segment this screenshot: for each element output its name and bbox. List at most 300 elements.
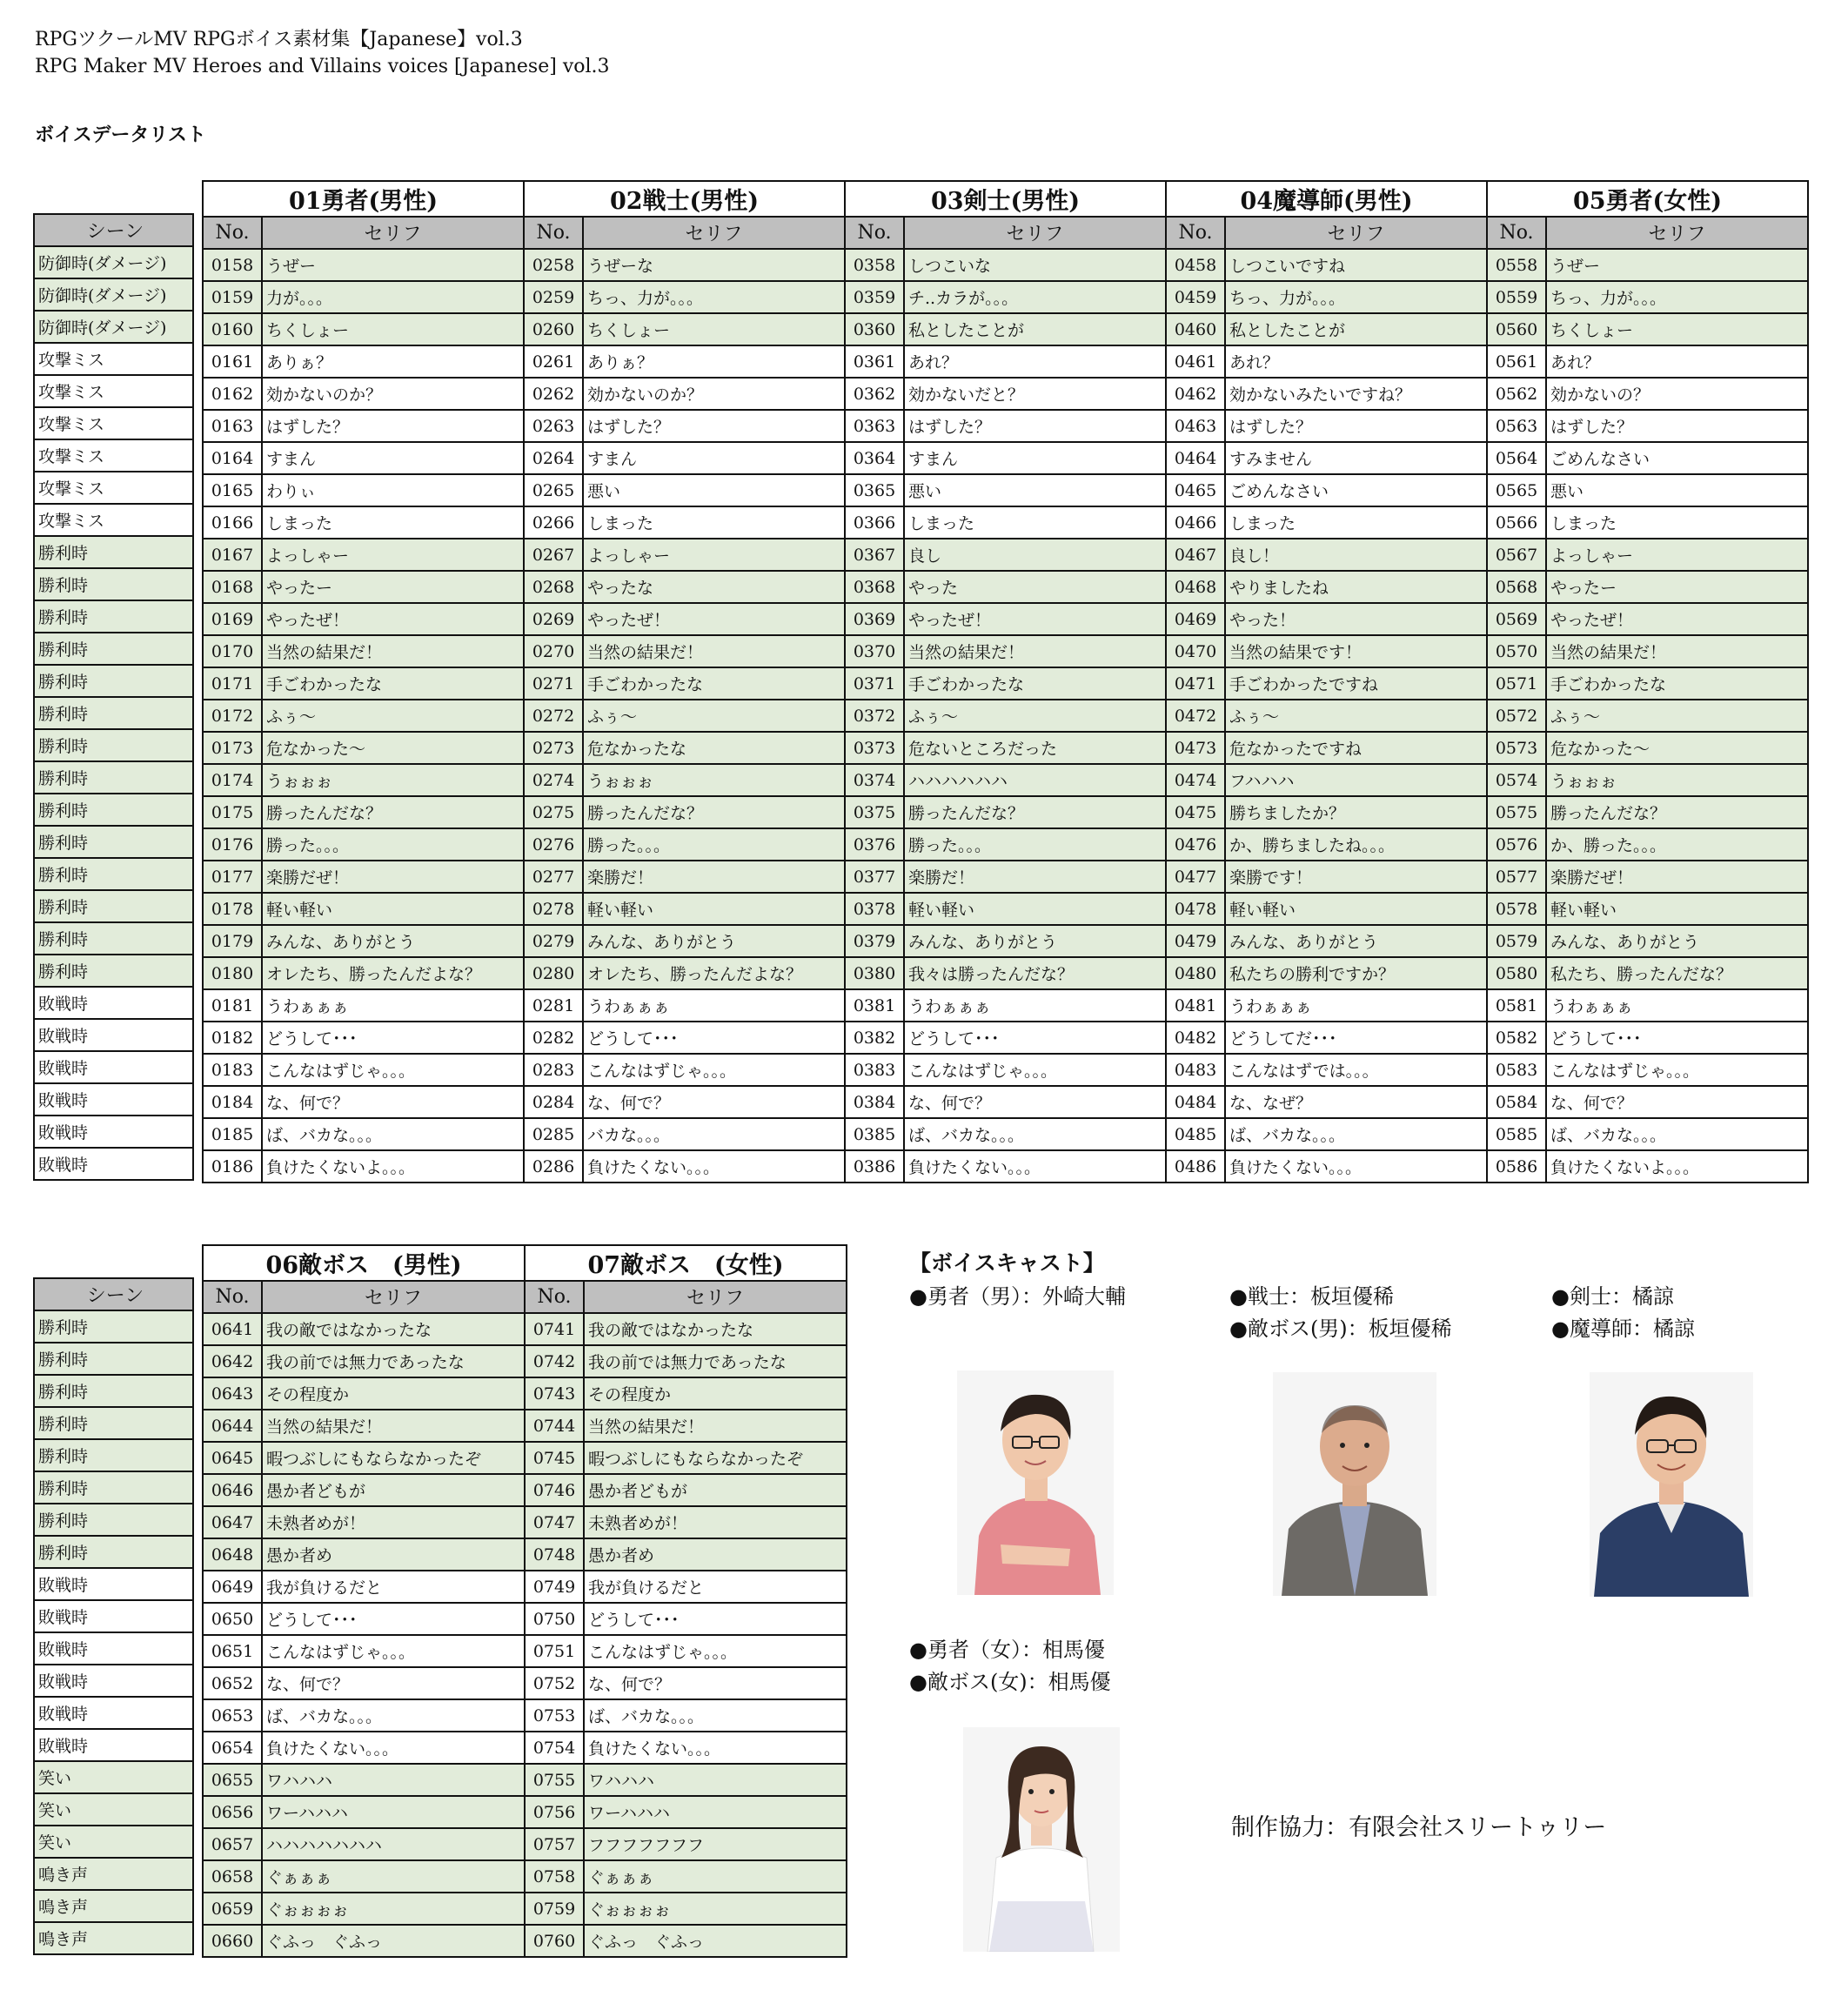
table-row	[203, 1667, 847, 1699]
table-row	[203, 539, 1808, 571]
voice-line-cell: オレたち、勝ったんだよな？	[262, 957, 524, 989]
voice-number-cell: 0750	[525, 1603, 584, 1635]
voice-number-cell: 0656	[203, 1796, 262, 1828]
voice-number-cell: 0164	[203, 442, 262, 474]
voice-line-cell: 危なかった～	[1546, 732, 1808, 764]
voice-line-cell: 手ごわかったな	[904, 667, 1166, 700]
voice-number-cell: 0461	[1166, 345, 1225, 378]
voice-number-cell: 0168	[203, 571, 262, 603]
table-row	[203, 1828, 847, 1860]
scene-cell: 勝利時	[34, 729, 193, 761]
voice-line-cell: やりましたね	[1225, 571, 1487, 603]
voice-line-cell: 暇つぶしにもならなかったぞ	[262, 1442, 525, 1474]
voice-line-cell: ぐぁぁぁ	[262, 1860, 525, 1893]
voice-number-cell: 0370	[845, 635, 904, 667]
table-row	[203, 249, 1808, 281]
scene-cell: 防御時(ダメージ)	[34, 246, 193, 278]
scene-row	[34, 600, 193, 633]
voice-line-cell: やったぜ！	[262, 603, 524, 635]
voice-line-cell: 危なかった～	[262, 732, 524, 764]
voice-number-cell: 0749	[525, 1571, 584, 1603]
voice-line-cell: ば、バカな。。。	[904, 1118, 1166, 1150]
voice-line-cell: 負けたくないよ。。。	[1546, 1150, 1808, 1183]
voice-number-cell: 0282	[524, 1022, 583, 1054]
voice-line-cell: 私たち、勝ったんだな？	[1546, 957, 1808, 989]
table-row	[203, 1571, 847, 1603]
voice-line-cell: ば、バカな。。。	[584, 1699, 847, 1732]
voice-line-cell: 負けたくない。。。	[583, 1150, 845, 1183]
voice-number-cell: 0180	[203, 957, 262, 989]
table-row	[203, 796, 1808, 828]
cast-mage: ●魔導師：橘諒	[1551, 1317, 1695, 1341]
voice-line-cell: 危なかったな	[583, 732, 845, 764]
table-row	[203, 474, 1808, 506]
voice-number-cell: 0266	[524, 506, 583, 539]
voice-line-cell: 未熟者めが！	[584, 1506, 847, 1538]
voice-line-cell: みんな、ありがとう	[1546, 925, 1808, 957]
table-row	[203, 1538, 847, 1571]
voice-number-cell: 0379	[845, 925, 904, 957]
table-row	[203, 506, 1808, 539]
character-group-header: 07敵ボス (女性)	[525, 1245, 847, 1281]
table2-voice-lines	[202, 1244, 847, 1958]
voice-number-cell: 0585	[1487, 1118, 1546, 1150]
table-row	[203, 667, 1808, 700]
scene-cell: 勝利時	[34, 1407, 193, 1439]
voice-number-cell: 0562	[1487, 378, 1546, 410]
voice-line-cell: な、何で？	[584, 1667, 847, 1699]
scene-row	[34, 1407, 193, 1439]
voice-number-cell: 0265	[524, 474, 583, 506]
voice-number-cell: 0374	[845, 764, 904, 796]
voice-number-cell: 0468	[1166, 571, 1225, 603]
voice-line-cell: な、何で？	[1546, 1086, 1808, 1118]
voice-number-cell: 0756	[525, 1796, 584, 1828]
voice-number-cell: 0486	[1166, 1150, 1225, 1183]
scene-cell: 敗戦時	[34, 1116, 193, 1148]
voice-line-cell: うわぁぁぁ	[262, 989, 524, 1022]
table-row	[203, 571, 1808, 603]
scene-row	[34, 1697, 193, 1729]
table2-scene-column	[33, 1277, 194, 1955]
scene-cell: 勝利時	[34, 1375, 193, 1407]
voice-number-cell: 0170	[203, 635, 262, 667]
voice-number-cell: 0459	[1166, 281, 1225, 313]
voice-number-cell: 0477	[1166, 861, 1225, 893]
voice-number-cell: 0184	[203, 1086, 262, 1118]
voice-line-cell: しまった	[262, 506, 524, 539]
table-row	[203, 1732, 847, 1764]
voice-number-cell: 0268	[524, 571, 583, 603]
line-column-header: セリフ	[262, 1281, 525, 1313]
voice-data-list-title: ボイスデータリスト	[35, 124, 206, 146]
table-row	[203, 1410, 847, 1442]
voice-line-cell: 負けたくない。。。	[1225, 1150, 1487, 1183]
voice-line-cell: 軽い軽い	[262, 893, 524, 925]
voice-line-cell: ふぅ～	[583, 700, 845, 732]
scene-row	[34, 1019, 193, 1051]
scene-row	[34, 1310, 193, 1343]
table-row	[203, 1022, 1808, 1054]
voice-number-cell: 0263	[524, 410, 583, 442]
cast-hero-female: ●勇者（女）：相馬優	[909, 1638, 1105, 1662]
voice-line-cell: 良し！	[1225, 539, 1487, 571]
voice-line-cell: 私たちの勝利ですか？	[1225, 957, 1487, 989]
character-group-header: 05勇者(女性)	[1487, 181, 1808, 217]
voice-number-cell: 0363	[845, 410, 904, 442]
voice-number-cell: 0654	[203, 1732, 262, 1764]
voice-line-cell: 手ごわかったな	[583, 667, 845, 700]
scene-row	[34, 729, 193, 761]
voice-number-cell: 0383	[845, 1054, 904, 1086]
voice-line-cell: ちっ、力が。。。	[1546, 281, 1808, 313]
voice-line-cell: どうしてだ･･･	[1225, 1022, 1487, 1054]
no-column-header: No.	[203, 1281, 262, 1313]
scene-row	[34, 1439, 193, 1471]
scene-row	[34, 1600, 193, 1632]
scene-cell: 敗戦時	[34, 1148, 193, 1180]
scene-cell: 勝利時	[34, 858, 193, 890]
table-row	[203, 764, 1808, 796]
voice-number-cell: 0183	[203, 1054, 262, 1086]
voice-number-cell: 0160	[203, 313, 262, 345]
voice-number-cell: 0377	[845, 861, 904, 893]
voice-number-cell: 0286	[524, 1150, 583, 1183]
cast-warrior: ●戦士：板垣優稀	[1229, 1284, 1394, 1309]
voice-number-cell: 0755	[525, 1764, 584, 1796]
voice-line-cell: か、勝ちましたね。。。	[1225, 828, 1487, 861]
voice-line-cell: あれ？	[904, 345, 1166, 378]
scene-row	[34, 439, 193, 472]
voice-line-cell: 勝ちましたか？	[1225, 796, 1487, 828]
voice-line-cell: 負けたくないよ。。。	[262, 1150, 524, 1183]
voice-number-cell: 0582	[1487, 1022, 1546, 1054]
table-row	[203, 1118, 1808, 1150]
scene-cell: 勝利時	[34, 890, 193, 922]
voice-line-cell: よっしゃー	[1546, 539, 1808, 571]
scene-row	[34, 1665, 193, 1697]
scene-cell: 敗戦時	[34, 1729, 193, 1761]
voice-line-cell: 負けたくない。。。	[584, 1732, 847, 1764]
voice-number-cell: 0181	[203, 989, 262, 1022]
table-row	[203, 1860, 847, 1893]
voice-line-cell: うわぁぁぁ	[1225, 989, 1487, 1022]
scene-cell: 笑い	[34, 1793, 193, 1826]
voice-number-cell: 0365	[845, 474, 904, 506]
scene-cell: 攻撃ミス	[34, 504, 193, 536]
voice-line-cell: 軽い軽い	[583, 893, 845, 925]
voice-line-cell: 我々は勝ったんだな？	[904, 957, 1166, 989]
voice-line-cell: バカな。。。	[583, 1118, 845, 1150]
voice-number-cell: 0476	[1166, 828, 1225, 861]
voice-number-cell: 0273	[524, 732, 583, 764]
scene-cell: 敗戦時	[34, 1083, 193, 1116]
scene-cell: 勝利時	[34, 922, 193, 955]
voice-number-cell: 0578	[1487, 893, 1546, 925]
voice-number-cell: 0648	[203, 1538, 262, 1571]
voice-line-cell: フフフフフフフ	[584, 1828, 847, 1860]
voice-number-cell: 0657	[203, 1828, 262, 1860]
voice-line-cell: ば、バカな。。。	[262, 1699, 525, 1732]
voice-number-cell: 0572	[1487, 700, 1546, 732]
voice-line-cell: 危なかったですね	[1225, 732, 1487, 764]
table1-voice-lines	[202, 180, 1809, 1183]
voice-number-cell: 0584	[1487, 1086, 1546, 1118]
table-row	[203, 957, 1808, 989]
voice-number-cell: 0579	[1487, 925, 1546, 957]
voice-number-cell: 0746	[525, 1474, 584, 1506]
voice-number-cell: 0276	[524, 828, 583, 861]
character-group-header: 01勇者(男性)	[203, 181, 524, 217]
voice-number-cell: 0360	[845, 313, 904, 345]
voice-line-cell: あれ？	[1225, 345, 1487, 378]
voice-line-cell: どうして･･･	[904, 1022, 1166, 1054]
voice-line-cell: うわぁぁぁ	[1546, 989, 1808, 1022]
voice-number-cell: 0262	[524, 378, 583, 410]
scene-cell: 敗戦時	[34, 1568, 193, 1600]
table-row	[203, 1506, 847, 1538]
voice-number-cell: 0362	[845, 378, 904, 410]
voice-number-cell: 0185	[203, 1118, 262, 1150]
scene-row	[34, 826, 193, 858]
voice-line-cell: こんなはずでは。。。	[1225, 1054, 1487, 1086]
voice-number-cell: 0467	[1166, 539, 1225, 571]
voice-number-cell: 0479	[1166, 925, 1225, 957]
voice-line-cell: ふぅ～	[1225, 700, 1487, 732]
voice-line-cell: 楽勝だ！	[583, 861, 845, 893]
voice-line-cell: やったー	[262, 571, 524, 603]
scene-row	[34, 1471, 193, 1504]
table-row	[203, 281, 1808, 313]
voice-number-cell: 0474	[1166, 764, 1225, 796]
voice-line-cell: ワハハハ	[584, 1764, 847, 1796]
voice-number-cell: 0173	[203, 732, 262, 764]
scene-cell: 勝利時	[34, 665, 193, 697]
scene-cell: 攻撃ミス	[34, 343, 193, 375]
scene-cell: 防御時(ダメージ)	[34, 278, 193, 311]
voice-number-cell: 0369	[845, 603, 904, 635]
voice-number-cell: 0470	[1166, 635, 1225, 667]
table-row	[203, 1054, 1808, 1086]
cast-swordsman: ●剣士：橘諒	[1551, 1284, 1674, 1309]
voice-line-cell: ごめんなさい	[1546, 442, 1808, 474]
voice-number-cell: 0464	[1166, 442, 1225, 474]
voice-number-cell: 0274	[524, 764, 583, 796]
voice-line-cell: みんな、ありがとう	[904, 925, 1166, 957]
voice-number-cell: 0483	[1166, 1054, 1225, 1086]
voice-number-cell: 0171	[203, 667, 262, 700]
voice-line-cell: チ..カラが。。。	[904, 281, 1166, 313]
scene-cell: 勝利時	[34, 1536, 193, 1568]
table-row	[203, 603, 1808, 635]
table-row	[203, 1313, 847, 1345]
voice-number-cell: 0642	[203, 1345, 262, 1377]
voice-line-cell: やった！	[1225, 603, 1487, 635]
voice-number-cell: 0385	[845, 1118, 904, 1150]
scene-row	[34, 1632, 193, 1665]
scene-row	[34, 1504, 193, 1536]
table1-scene-column	[33, 213, 194, 1181]
voice-number-cell: 0371	[845, 667, 904, 700]
scene-cell: 敗戦時	[34, 987, 193, 1019]
scene-header: シーン	[34, 1278, 193, 1310]
voice-line-cell: すまん	[262, 442, 524, 474]
voice-number-cell: 0745	[525, 1442, 584, 1474]
voice-number-cell: 0754	[525, 1732, 584, 1764]
voice-line-cell: どうして･･･	[583, 1022, 845, 1054]
voice-line-cell: な、何で？	[904, 1086, 1166, 1118]
voice-number-cell: 0172	[203, 700, 262, 732]
table-row	[203, 1150, 1808, 1183]
voice-number-cell: 0471	[1166, 667, 1225, 700]
line-column-header: セリフ	[583, 217, 845, 249]
voice-number-cell: 0759	[525, 1893, 584, 1925]
voice-line-cell: ふぅ～	[1546, 700, 1808, 732]
table-row	[203, 442, 1808, 474]
voice-line-cell: 愚か者どもが	[584, 1474, 847, 1506]
voice-line-cell: どうして･･･	[262, 1022, 524, 1054]
voice-number-cell: 0570	[1487, 635, 1546, 667]
voice-number-cell: 0279	[524, 925, 583, 957]
voice-number-cell: 0264	[524, 442, 583, 474]
scene-cell: 勝利時	[34, 761, 193, 794]
voice-line-cell: ちくしょー	[1546, 313, 1808, 345]
voice-line-cell: しまった	[904, 506, 1166, 539]
scene-row	[34, 278, 193, 311]
voice-line-cell: うぉぉぉ	[262, 764, 524, 796]
voice-line-cell: うわぁぁぁ	[904, 989, 1166, 1022]
voice-line-cell: 効かないのか？	[583, 378, 845, 410]
voice-line-cell: すまん	[904, 442, 1166, 474]
voice-line-cell: うぜー	[1546, 249, 1808, 281]
line-column-header: セリフ	[1546, 217, 1808, 249]
scene-cell: 勝利時	[34, 1471, 193, 1504]
scene-row	[34, 407, 193, 439]
voice-line-cell: 効かないの？	[1546, 378, 1808, 410]
voice-number-cell: 0475	[1166, 796, 1225, 828]
voice-line-cell: やった	[904, 571, 1166, 603]
scene-row	[34, 1890, 193, 1922]
scene-row	[34, 761, 193, 794]
voice-line-cell: うぜー	[262, 249, 524, 281]
voice-number-cell: 0269	[524, 603, 583, 635]
voice-number-cell: 0560	[1487, 313, 1546, 345]
voice-line-cell: ちっ、力が。。。	[583, 281, 845, 313]
voice-line-cell: 手ごわかったな	[262, 667, 524, 700]
voice-number-cell: 0653	[203, 1699, 262, 1732]
voice-number-cell: 0278	[524, 893, 583, 925]
scene-row	[34, 1922, 193, 1954]
voice-line-cell: みんな、ありがとう	[262, 925, 524, 957]
voice-number-cell: 0751	[525, 1635, 584, 1667]
scene-cell: 攻撃ミス	[34, 407, 193, 439]
voice-line-cell: ぐぉぉぉぉ	[262, 1893, 525, 1925]
table-row	[203, 732, 1808, 764]
voice-number-cell: 0482	[1166, 1022, 1225, 1054]
voice-line-cell: しつこいな	[904, 249, 1166, 281]
voice-number-cell: 0571	[1487, 667, 1546, 700]
voice-line-cell: ちっ、力が。。。	[1225, 281, 1487, 313]
voice-number-cell: 0563	[1487, 410, 1546, 442]
voice-line-cell: 当然の結果だ！	[262, 635, 524, 667]
scene-row	[34, 1116, 193, 1148]
voice-number-cell: 0364	[845, 442, 904, 474]
voice-number-cell: 0659	[203, 1893, 262, 1925]
voice-line-cell: 楽勝だ！	[904, 861, 1166, 893]
voice-number-cell: 0186	[203, 1150, 262, 1183]
scene-row	[34, 890, 193, 922]
voice-number-cell: 0458	[1166, 249, 1225, 281]
voice-number-cell: 0159	[203, 281, 262, 313]
line-column-header: セリフ	[904, 217, 1166, 249]
voice-line-cell: どうして･･･	[1546, 1022, 1808, 1054]
scene-row	[34, 311, 193, 343]
voice-line-cell: 手ごわかったですね	[1225, 667, 1487, 700]
scene-row	[34, 665, 193, 697]
voice-number-cell: 0372	[845, 700, 904, 732]
voice-number-cell: 0260	[524, 313, 583, 345]
voice-line-cell: こんなはずじゃ。。。	[1546, 1054, 1808, 1086]
scene-cell: 敗戦時	[34, 1665, 193, 1697]
table-row	[203, 378, 1808, 410]
voice-number-cell: 0753	[525, 1699, 584, 1732]
voice-line-cell: フハハハ	[1225, 764, 1487, 796]
voice-number-cell: 0565	[1487, 474, 1546, 506]
voice-line-cell: ぐふっ ぐふっ	[584, 1925, 847, 1957]
scene-cell: 敗戦時	[34, 1632, 193, 1665]
scene-row	[34, 1729, 193, 1761]
voice-number-cell: 0179	[203, 925, 262, 957]
voice-line-cell: 愚か者どもが	[262, 1474, 525, 1506]
voice-line-cell: 暇つぶしにもならなかったぞ	[584, 1442, 847, 1474]
title-english: RPG Maker MV Heroes and Villains voices [Japanese] vol.3	[35, 56, 610, 77]
voice-line-cell: わりぃ	[262, 474, 524, 506]
voice-line-cell: しまった	[1225, 506, 1487, 539]
scene-cell: 笑い	[34, 1761, 193, 1793]
voice-number-cell: 0359	[845, 281, 904, 313]
voice-line-cell: すまん	[583, 442, 845, 474]
voice-number-cell: 0743	[525, 1377, 584, 1410]
portrait-warrior	[1273, 1372, 1436, 1596]
voice-number-cell: 0567	[1487, 539, 1546, 571]
voice-number-cell: 0473	[1166, 732, 1225, 764]
voice-line-cell: やったぜ！	[904, 603, 1166, 635]
scene-cell: 勝利時	[34, 600, 193, 633]
voice-number-cell: 0272	[524, 700, 583, 732]
voice-line-cell: な、なぜ？	[1225, 1086, 1487, 1118]
character-group-header: 02戦士(男性)	[524, 181, 845, 217]
table-row	[203, 828, 1808, 861]
voice-number-cell: 0162	[203, 378, 262, 410]
scene-cell: 攻撃ミス	[34, 439, 193, 472]
voice-line-cell: ふぅ～	[904, 700, 1166, 732]
character-group-header: 03剣士(男性)	[845, 181, 1166, 217]
voice-number-cell: 0258	[524, 249, 583, 281]
scene-cell: 敗戦時	[34, 1019, 193, 1051]
voice-line-cell: 私としたことが	[1225, 313, 1487, 345]
voice-number-cell: 0586	[1487, 1150, 1546, 1183]
scene-row	[34, 794, 193, 826]
voice-number-cell: 0366	[845, 506, 904, 539]
voice-number-cell: 0646	[203, 1474, 262, 1506]
scene-cell: 勝利時	[34, 1343, 193, 1375]
scene-row	[34, 1826, 193, 1858]
scene-cell: 勝利時	[34, 1439, 193, 1471]
voice-number-cell: 0285	[524, 1118, 583, 1150]
title-japanese: RPGツクールMV RPGボイス素材集【Japanese】vol.3	[35, 29, 523, 50]
voice-line-cell: 当然の結果だ！	[1546, 635, 1808, 667]
voice-line-cell: 勝った。。。	[904, 828, 1166, 861]
